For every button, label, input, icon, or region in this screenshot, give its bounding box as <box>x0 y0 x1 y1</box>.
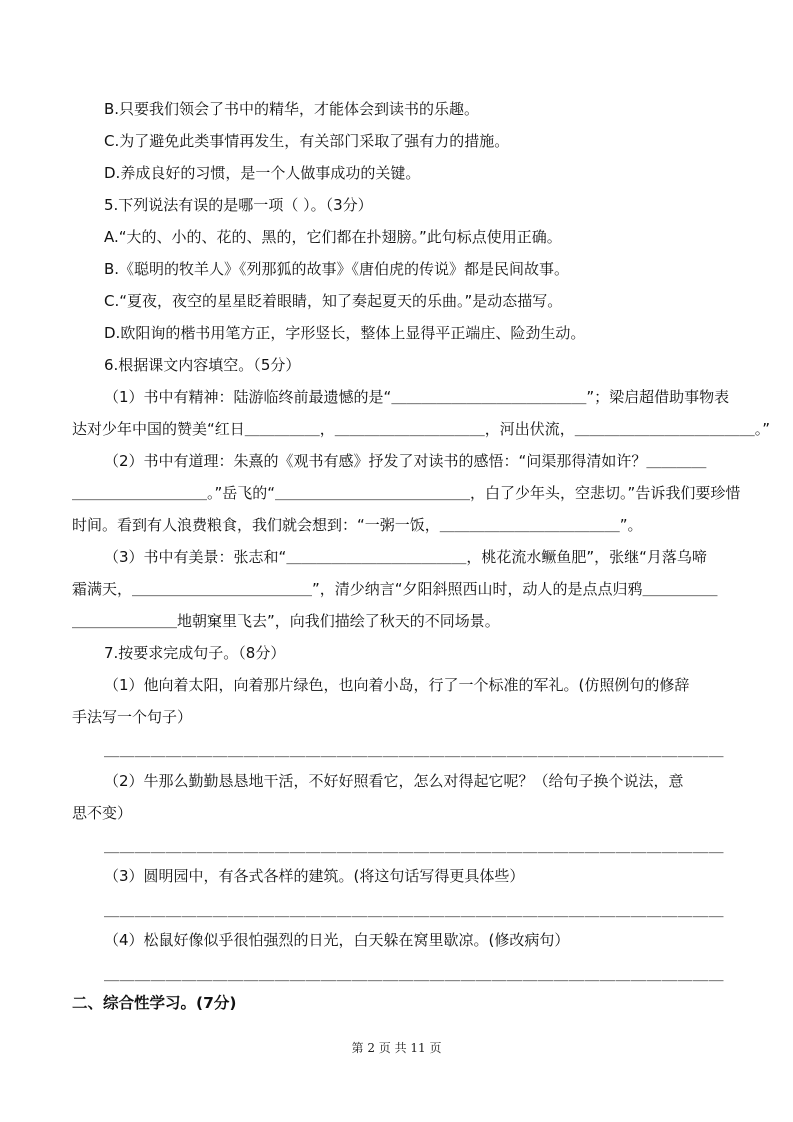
sentence-2-line2: 思不变） <box>72 804 133 822</box>
sentence-3: （3）圆明园中，有各式各样的建筑。(将这句话写得更具体些） <box>104 867 525 885</box>
sentence-2-line1: （2）牛那么勤勤恳恳地干活，不好好照看它，怎么对得起它呢？（给句子换个说法，意 <box>104 772 684 790</box>
fill-blank-3-line2: 霜满天，＿＿＿＿＿＿＿＿＿＿＿＿”，清少纳言“夕阳斜照西山时，动人的是点点归鸦＿＿＿＿＿ <box>72 580 718 598</box>
answer-line-3: ＿＿＿＿＿＿＿＿＿＿＿＿＿＿＿＿＿＿＿＿＿＿＿＿＿＿＿＿＿＿＿＿＿＿＿＿＿＿＿＿ <box>104 901 725 919</box>
fill-blank-3-line3: ＿＿＿＿＿＿＿地朝窠里飞去”，向我们描绘了秋天的不同场景。 <box>72 612 500 630</box>
fill-blank-2-line2: ＿＿＿＿＿＿＿＿＿。”岳飞的“＿＿＿＿＿＿＿＿＿＿＿＿＿，白了少年头，空悲切。”告诉我们要珍惜 <box>72 484 741 502</box>
option-c: C.“夏夜，夜空的星星眨着眼睛，知了奏起夏天的乐曲。”是动态描写。 <box>104 292 563 310</box>
sentence-4: （4）松鼠好像似乎很怕强烈的日光，白天躲在窝里歇凉。(修改病句） <box>104 931 570 949</box>
section-2-heading: 二、综合性学习。(7分) <box>72 994 237 1012</box>
sentence-1-line2: 手法写一个句子） <box>72 708 193 726</box>
option-c: C.为了避免此类事情再发生，有关部门采取了强有力的措施。 <box>104 132 510 150</box>
option-b: B.只要我们领会了书中的精华，才能体会到读书的乐趣。 <box>104 100 480 118</box>
answer-line-2: ＿＿＿＿＿＿＿＿＿＿＿＿＿＿＿＿＿＿＿＿＿＿＿＿＿＿＿＿＿＿＿＿＿＿＿＿＿＿＿＿ <box>104 837 725 855</box>
option-d: D.养成良好的习惯，是一个人做事成功的关键。 <box>104 164 421 182</box>
fill-blank-3-line1: （3）书中有美景：张志和“＿＿＿＿＿＿＿＿＿＿＿＿，桃花流水鳜鱼肥”，张继“月落乌啼 <box>104 548 707 566</box>
question-5-stem: 5.下列说法有误的是哪一项（ ）。（3分） <box>104 196 373 214</box>
question-7-stem: 7.按要求完成句子。（8分） <box>104 644 286 662</box>
option-b: B.《聪明的牧羊人》《列那狐的故事》《唐伯虎的传说》都是民间故事。 <box>104 260 570 278</box>
answer-line-1: ＿＿＿＿＿＿＿＿＿＿＿＿＿＿＿＿＿＿＿＿＿＿＿＿＿＿＿＿＿＿＿＿＿＿＿＿＿＿＿＿ <box>104 741 725 759</box>
question-6-stem: 6.根据课文内容填空。（5分） <box>104 356 301 374</box>
page-footer: 第 2 页 共 11 页 <box>351 1041 442 1055</box>
fill-blank-1-line1: （1）书中有精神：陆游临终前最遗憾的是“＿＿＿＿＿＿＿＿＿＿＿＿＿”；梁启超借助事物表 <box>104 388 730 406</box>
option-a: A.“大的、小的、花的、黑的，它们都在扑翅膀。”此句标点使用正确。 <box>104 228 562 246</box>
fill-blank-1-line2: 达对少年中国的赞美“红日＿＿＿＿＿，＿＿＿＿＿＿＿＿＿＿，河出伏流，＿＿＿＿＿＿＿＿＿＿＿＿。” <box>72 420 771 438</box>
fill-blank-2-line1: （2）书中有道理：朱熹的《观书有感》抒发了对读书的感悟：“问渠那得清如许？＿＿＿＿ <box>104 452 707 470</box>
sentence-1-line1: （1）他向着太阳，向着那片绿色，也向着小岛，行了一个标准的军礼。(仿照例句的修辞 <box>104 676 690 694</box>
option-d: D.欧阳询的楷书用笔方正，字形竖长，整体上显得平正端庄、险劲生动。 <box>104 324 586 342</box>
answer-line-4: ＿＿＿＿＿＿＿＿＿＿＿＿＿＿＿＿＿＿＿＿＿＿＿＿＿＿＿＿＿＿＿＿＿＿＿＿＿＿＿＿ <box>104 965 725 983</box>
fill-blank-2-line3: 时间。看到有人浪费粮食，我们就会想到：“一粥一饭，＿＿＿＿＿＿＿＿＿＿＿＿”。 <box>72 516 643 534</box>
